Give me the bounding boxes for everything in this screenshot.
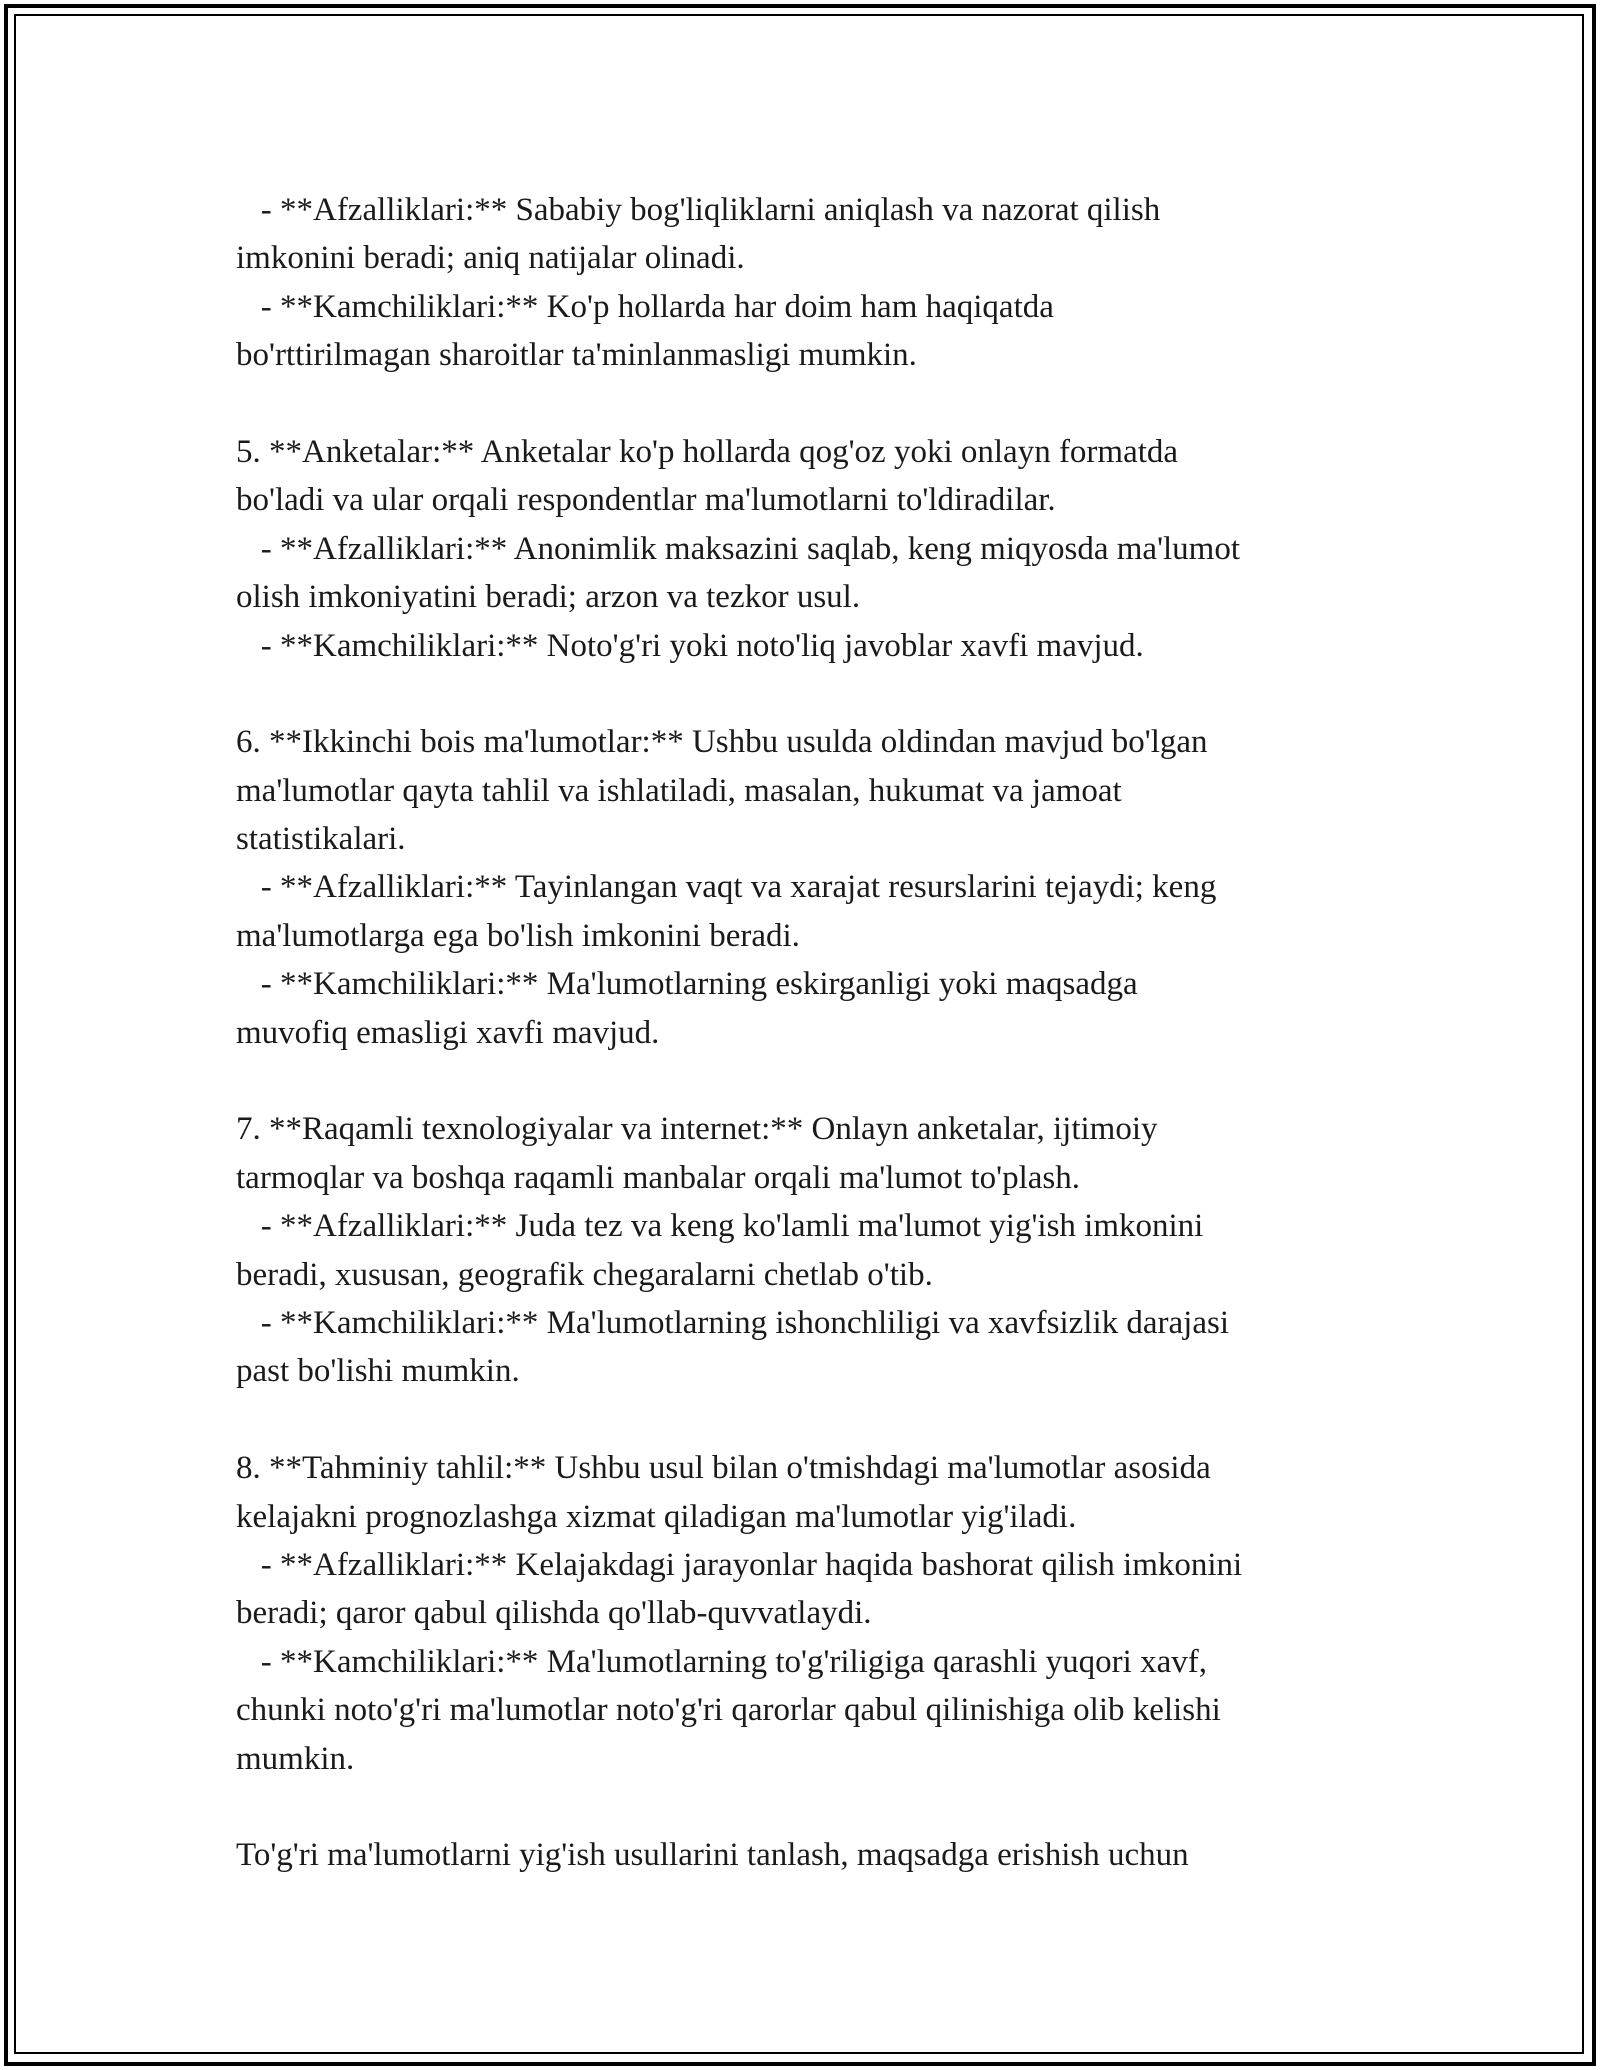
paragraph-gap: [236, 670, 1376, 718]
text-line: To'g'ri ma'lumotlarni yig'ish usullarini tanlash, maqsadga erishish uchun: [236, 1837, 1189, 1874]
text-line: kelajakni prognozlashga xizmat qiladigan ma'lumotlar yig'iladi.: [236, 1498, 1077, 1535]
text-line: beradi, xususan, geografik chegaralarni chetlab o'tib.: [236, 1256, 933, 1293]
text-line: bo'rttirilmagan sharoitlar ta'minlanmasligi mumkin.: [236, 337, 917, 374]
text-line: beradi; qaror qabul qilishda qo'llab-quvvatlaydi.: [236, 1595, 872, 1632]
text-line: - **Afzalliklari:** Kelajakdagi jarayonlar haqida bashorat qilish imkonini: [236, 1546, 1243, 1583]
text-line: mumkin.: [236, 1740, 355, 1777]
text-line: past bo'lishi mumkin.: [236, 1353, 520, 1390]
paragraph-gap: [236, 1396, 1376, 1444]
text-line: olish imkoniyatini beradi; arzon va tezkor usul.: [236, 579, 861, 616]
text-line: ma'lumotlar qayta tahlil va ishlatiladi, masalan, hukumat va jamoat: [236, 772, 1122, 809]
text-line: - **Kamchiliklari:** Noto'g'ri yoki noto'liq javoblar xavfi mavjud.: [236, 627, 1144, 664]
text-line: 5. **Anketalar:** Anketalar ko'p hollarda qog'oz yoki onlayn formatda: [236, 433, 1179, 470]
paragraph-gap: [236, 1057, 1376, 1105]
text-line: ma'lumotlarga ega bo'lish imkonini beradi.: [236, 917, 800, 954]
paragraph-gap: [236, 380, 1376, 428]
text-line: 7. **Raqamli texnologiyalar va internet:** Onlayn anketalar, ijtimoiy: [236, 1111, 1158, 1148]
text-line: - **Kamchiliklari:** Ma'lumotlarning eskirganligi yoki maqsadga: [236, 966, 1138, 1003]
text-line: bo'ladi va ular orqali respondentlar ma'lumotlarni to'ldiradilar.: [236, 482, 1056, 519]
text-line: - **Afzalliklari:** Anonimlik maksazini saqlab, keng miqyosda ma'lumot: [236, 530, 1241, 567]
text-line: - **Kamchiliklari:** Ma'lumotlarning to'g'riligiga qarashli yuqori xavf,: [236, 1643, 1207, 1680]
text-line: tarmoqlar va boshqa raqamli manbalar orqali ma'lumot to'plash.: [236, 1159, 1080, 1196]
text-line: statistikalari.: [236, 821, 406, 858]
text-line: - **Afzalliklari:** Tayinlangan vaqt va xarajat resurslarini tejaydi; keng: [236, 869, 1217, 906]
text-line: - **Afzalliklari:** Juda tez va keng ko'lamli ma'lumot yig'ish imkonini: [236, 1208, 1204, 1245]
text-line: - **Kamchiliklari:** Ma'lumotlarning ishonchliligi va xavfsizlik darajasi: [236, 1304, 1229, 1341]
paragraph-gap: [236, 1783, 1376, 1831]
text-line: chunki noto'g'ri ma'lumotlar noto'g'ri qarorlar qabul qilinishiga olib kelishi: [236, 1692, 1221, 1729]
text-line: imkonini beradi; aniq natijalar olinadi.: [236, 240, 745, 277]
text-line: - **Afzalliklari:** Sababiy bog'liqliklarni aniqlash va nazorat qilish: [236, 192, 1161, 228]
text-line: 8. **Tahminiy tahlil:** Ushbu usul bilan o'tmishdagi ma'lumotlar asosida: [236, 1450, 1211, 1487]
text-line: 6. **Ikkinchi bois ma'lumotlar:** Ushbu usulda oldindan mavjud bo'lgan: [236, 724, 1208, 761]
document-body: [236, 186, 1376, 1880]
text-line: - **Kamchiliklari:** Ko'p hollarda har doim ham haqiqatda: [236, 288, 1054, 325]
text-line: muvofiq emasligi xavfi mavjud.: [236, 1014, 660, 1051]
